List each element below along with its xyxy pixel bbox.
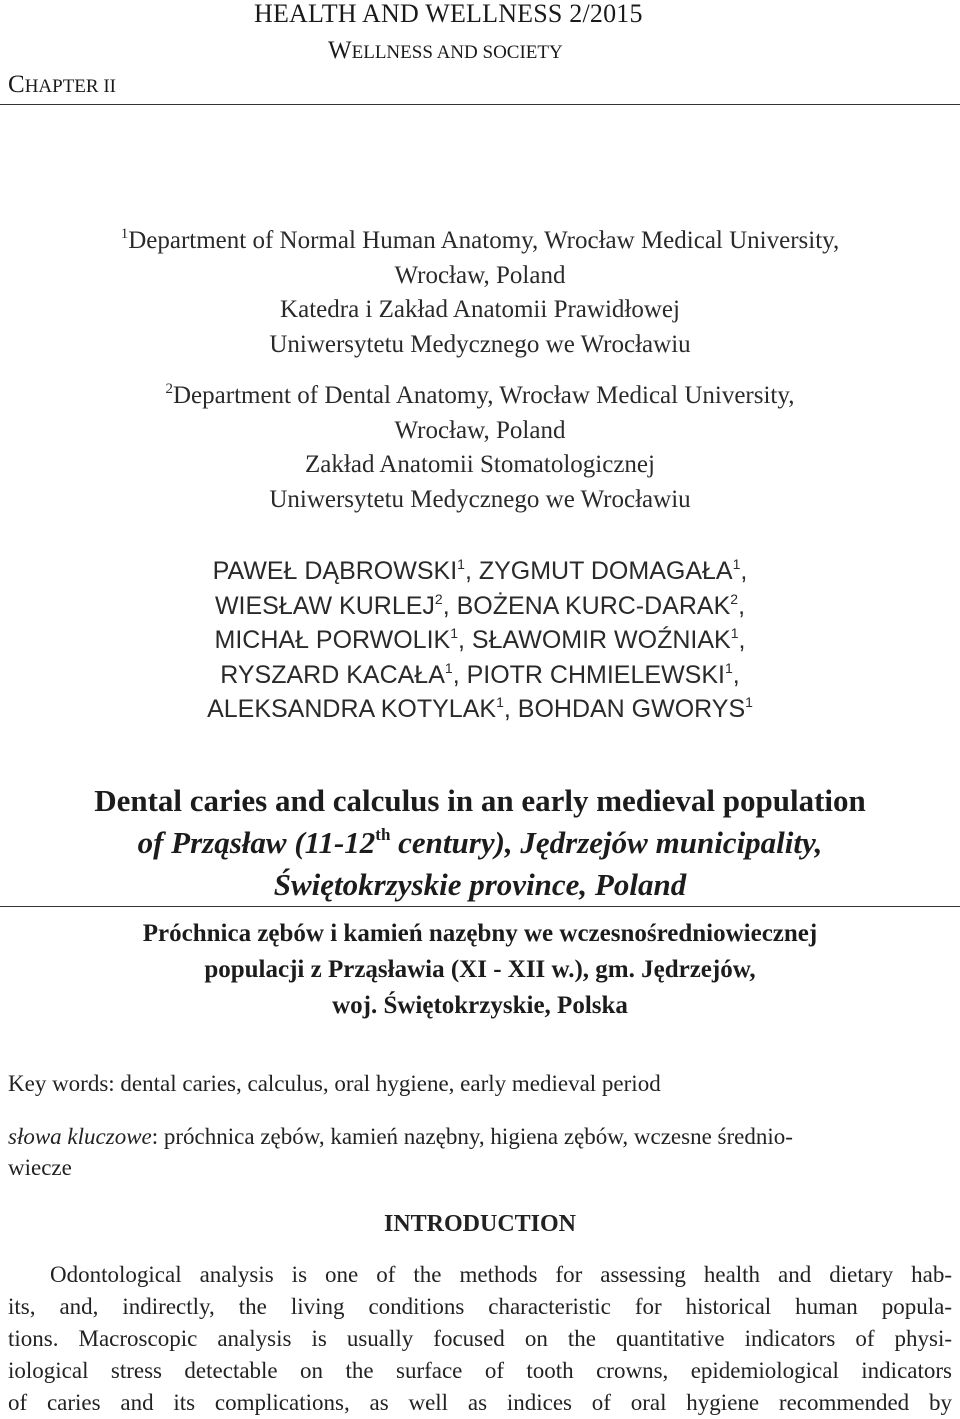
author-affiliation: 1: [444, 659, 453, 676]
chapter-label-rest: HAPTER II: [24, 76, 116, 97]
affiliation-line: Uniwersytetu Medycznego we Wrocławiu: [269, 485, 691, 513]
affiliation-line: [0, 224, 960, 259]
author-line: PAWEŁ DĄBROWSKI$^1$, ZYGMUT DOMAGAŁA$^1$,: [212, 556, 748, 585]
title-line: Dental caries and calculus in an early medieval population: [94, 783, 866, 818]
title-line: Świętokrzyskie province, Poland: [273, 867, 687, 902]
section-title-initial: W: [328, 37, 352, 64]
title-line: populacji z Prząsławia (XI - XII w.), gm. Jędrzejów,: [204, 956, 756, 983]
author-name: PIOTR CHMIELEWSKI: [466, 660, 725, 689]
journal-title: HEALTH AND WELLNESS 2/2015: [254, 0, 643, 28]
section-title: [328, 37, 563, 65]
chapter-label: [8, 71, 116, 99]
author-name: ZYGMUT DOMAGAŁA: [478, 557, 733, 585]
introduction-paragraph: [8, 1259, 952, 1419]
section-title-rest: ELLNESS AND SOCIETY: [351, 42, 563, 63]
author-affiliation: 1: [450, 625, 459, 641]
keywords-label: słowa kluczowe: [8, 1124, 152, 1149]
affiliation-line: Wrocław, Poland: [394, 261, 566, 289]
keywords-line: wiecze: [8, 1155, 72, 1180]
affiliation-1: [0, 224, 960, 362]
author-affiliation: 1: [496, 694, 504, 710]
keywords-text: : próchnica zębów, kamień nazębny, higiena zębów, wczesne średnio-: [151, 1124, 793, 1149]
affiliation-line: Katedra i Zakład Anatomii Prawidłowej: [280, 296, 680, 323]
author-affiliation: 1: [457, 556, 465, 572]
paragraph-line: iological stress detectable on the surface of tooth crowns, epidemiological indicators: [8, 1358, 952, 1383]
affiliation-line: Uniwersytetu Medycznego we Wrocławiu: [269, 330, 691, 358]
title-text: century), Jędrzejów municipality,: [390, 825, 823, 860]
author-affiliation: 1: [745, 694, 753, 710]
title-divider: [0, 906, 960, 907]
author-name: SŁAWOMIR WOŹNIAK: [471, 626, 731, 654]
paper-title-english: [0, 780, 960, 906]
author-affiliation: 1: [732, 556, 741, 572]
author-name: RYSZARD KACAŁA: [220, 660, 445, 689]
author-name: ALEKSANDRA KOTYLAK: [207, 695, 497, 723]
author-line: RYSZARD KACAŁA$^1$, PIOTR CHMIELEWSKI$^1$,: [220, 659, 740, 689]
keywords-english: Key words: dental caries, calculus, oral hygiene, early medieval period: [8, 1071, 661, 1096]
affiliation-text: Department of Dental Anatomy, Wrocław Medical University,: [173, 382, 795, 409]
title-line: [0, 822, 960, 864]
author-name: MICHAŁ PORWOLIK: [214, 626, 451, 654]
keywords-polish: [8, 1121, 952, 1183]
title-text: of Prząsław (11-12: [137, 825, 376, 860]
affiliation-line: Wrocław, Poland: [394, 416, 566, 444]
author-affiliation: 1: [730, 625, 739, 641]
author-name: BOŻENA KURC-DARAK: [456, 591, 731, 620]
author-list: [0, 554, 960, 727]
affiliation-text: Department of Normal Human Anatomy, Wrocław Medical University,: [128, 227, 840, 254]
affiliation-line: [0, 379, 960, 414]
paper-title-polish: [0, 916, 960, 1024]
affiliation-2: [0, 379, 960, 517]
paragraph-line: tions. Macroscopic analysis is usually focused on the quantitative indicators of physi-: [8, 1326, 952, 1351]
paragraph-line: of caries and its complications, as well as indices of oral hygiene recommended by: [8, 1390, 952, 1415]
affiliation-marker: 2: [165, 381, 173, 397]
title-line: woj. Świętokrzyskie, Polska: [332, 992, 628, 1019]
author-name: WIESŁAW KURLEJ: [214, 591, 435, 620]
chapter-label-initial: C: [8, 71, 25, 98]
author-affiliation: 2: [730, 590, 739, 607]
author-affiliation: 1: [724, 659, 733, 676]
author-name: BOHDAN GWORYS: [517, 695, 746, 723]
affiliation-line: Zakład Anatomii Stomatologicznej: [305, 451, 655, 478]
keywords-line: [8, 1121, 952, 1152]
author-name: PAWEŁ DĄBROWSKI: [212, 557, 458, 585]
title-superscript: th: [375, 825, 391, 844]
author-line: WIESŁAW KURLEJ$^2$, BOŻENA KURC-DARAK$^2$,: [214, 590, 746, 620]
header-divider: [0, 104, 960, 105]
affiliation-marker: 1: [120, 226, 129, 242]
author-line: ALEKSANDRA KOTYLAK$^1$, BOHDAN GWORYS$^1$: [207, 694, 753, 723]
paragraph-line: Odontological analysis is one of the methods for assessing health and dietary hab-: [50, 1262, 952, 1287]
section-heading-introduction: INTRODUCTION: [383, 1211, 577, 1237]
author-line: MICHAŁ PORWOLIK$^1$, SŁAWOMIR WOŹNIAK$^1$,: [214, 625, 746, 654]
author-affiliation: 2: [434, 590, 443, 607]
paragraph-line: its, and, indirectly, the living conditions characteristic for historical human popula-: [8, 1294, 952, 1319]
title-line: Próchnica zębów i kamień nazębny we wczesnośredniowiecznej: [142, 920, 818, 947]
